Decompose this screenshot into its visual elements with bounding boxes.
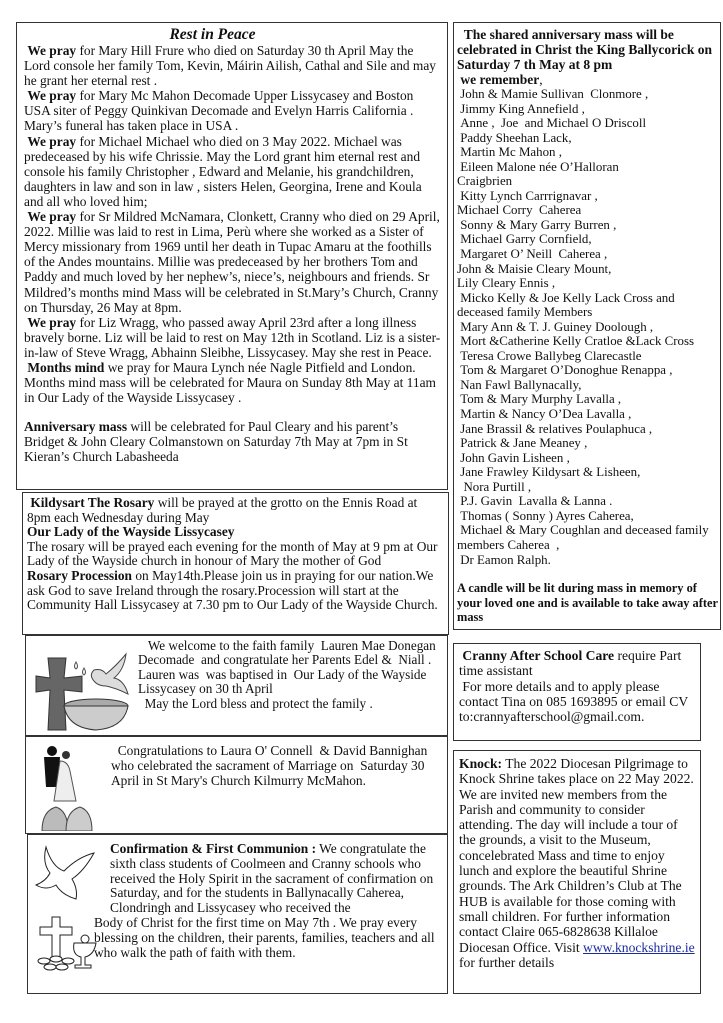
list-item: Eileen Malone née O’Halloran xyxy=(457,159,619,174)
obituary-paragraph: We pray for Mary Hill Frure who died on Saturday 30 th April May the Lord console her family Tom, Kevin, Máirin Ailish, Cathal and Sile and may he grant her eternal rest . xyxy=(24,43,436,89)
list-item: Teresa Crowe Ballybeg Clarecastle xyxy=(457,348,642,363)
wedding-image xyxy=(32,743,102,831)
we-remember-label: we remember, xyxy=(457,72,543,87)
wedding-text: Congratulations to Laura O' Connell & David Bannighan who celebrated the sacrament of Marriage on Saturday 30 April in St Mary's Church Kilmurry McMahon. xyxy=(111,743,431,788)
list-item: Michael Corry Caherea xyxy=(457,203,582,218)
list-item: Nan Fawl Ballynacally, xyxy=(457,377,582,392)
knockshrine-link[interactable]: www.knockshrine.ie xyxy=(583,939,695,955)
list-item: Anne , Joe and Michael O Driscoll xyxy=(457,116,647,131)
list-item: Michael & Mary Coughlan and deceased family members Caherea , xyxy=(457,523,712,552)
wayside-rosary: The rosary will be prayed each evening for the month of May at 9 pm at Our Lady of the Wayside church in honour of Mary the mother of God xyxy=(27,538,438,569)
cranny-details: For more details and to apply please contact Tina on 085 1693895 or email CV to:crannyafterschool@gmail.com. xyxy=(459,678,692,725)
list-item: Tom & Margaret O’Donoghue Renappa , xyxy=(457,363,673,378)
dove-icon xyxy=(36,847,94,899)
list-item: Patrick & Jane Meaney , xyxy=(457,436,588,451)
baptism-text: We welcome to the faith family Lauren Mae Donegan Decomade and congratulate her Parents Edel & Niall . Lauren was was baptised in Our Lady of the Wayside Lissycasey on 30 th April May the Lord bless and protect the family . xyxy=(138,638,440,711)
wayside-heading: Our Lady of the Wayside Lissycasey xyxy=(27,524,235,540)
cranny-after-school-section: Cranny After School Care require Part time assistant For more details and to apply please contact Tina on 085 1693895 or email CV to:crannyafterschool@gmail.com. xyxy=(453,643,701,741)
wedding-couple-icon xyxy=(44,746,76,801)
baptism-image xyxy=(34,644,134,732)
list-item: John Gavin Lisheen , xyxy=(457,450,570,465)
obituary-paragraph: We pray for Mary Mc Mahon Decomade Upper Lissycasey and Boston USA siter of Peggy Quinkivan Decomade and Evelyn Harris California . Mary’s funeral has taken place in USA . xyxy=(24,88,414,134)
list-item: Jane Brassil & relatives Poulaphuca , xyxy=(457,421,653,436)
list-item: Michael Garry Cornfield, xyxy=(457,232,592,247)
shared-anniversary-mass-section xyxy=(453,22,721,630)
list-item: Tom & Mary Murphy Lavalla , xyxy=(457,392,622,407)
list-item: Jane Frawley Kildysart & Lisheen, xyxy=(457,465,641,480)
candle-notice: A candle will be lit during mass in memory of your loved one and is available to take away after mass xyxy=(457,581,718,625)
dove-icon xyxy=(91,654,128,694)
confirmation-text: Confirmation & First Communion : We congratulate the sixth class students of Coolmeen and Cranny schools who received the Holy Spirit in the sacrament of confirmation on Saturday, and for the students in Ballynacally Caherea, Clondringh and Lissycasey who received the Body of Christ for the first time on May 7th . We pray every blessing on the children, their parents, families, teachers and all who walk the path of faith with them. xyxy=(94,841,435,960)
remembered-names-list xyxy=(457,87,718,567)
list-item: John & Mamie Sullivan Clonmore , xyxy=(457,87,649,101)
confirmation-image xyxy=(34,843,102,973)
kildysart-rosary: Kildysart The Rosary will be prayed at the grotto on the Ennis Road at 8pm each Wednesday during May xyxy=(27,495,418,525)
rest-in-peace-section xyxy=(16,22,448,490)
list-item: Kitty Lynch Carrrignavar , xyxy=(457,188,598,203)
obituary-paragraph: We pray for Michael Michael who died on 3 May 2022. Michael was predeceased by his wife Chrissie. May the Lord grant him eternal rest and console his family Christopher , Edward and Melanie, his grandchildren, daughters in law and son in law , sisters Helen, Georgina, Irene and Koula and all who loved him; xyxy=(24,133,422,209)
rosary-procession: Rosary Procession on May14th.Please join us in praying for our nation.We ask God to save Ireland through the rosary.Procession will start at the Community Hall Lissycasey at 7.30 pm to Our Lady of the Wayside Church. xyxy=(27,567,438,613)
list-item: Craigbrien xyxy=(457,174,513,189)
anniversary-heading: The shared anniversary mass will be celebrated in Christ the King Ballycorick on Saturday 7 th May at 8 pm xyxy=(457,27,716,72)
list-item: Mort &Catherine Kelly Cratloe &Lack Cross xyxy=(457,334,695,349)
list-item: Micko Kelly & Joe Kelly Lack Cross and deceased family Members xyxy=(457,290,678,320)
list-item: Jimmy King Annefield , xyxy=(457,101,585,116)
list-item: P.J. Gavin Lavalla & Lanna . xyxy=(457,494,613,509)
list-item: Martin Mc Mahon , xyxy=(457,145,562,160)
baptism-section xyxy=(25,635,448,736)
wedding-section xyxy=(25,736,448,834)
wedding-bells-icon xyxy=(42,807,92,831)
obituary-paragraph: Months mind we pray for Maura Lynch née Nagle Pitfield and London. Months mind mass will be celebrated for Maura on Sunday 8th May at 11am in Our Lady of the Wayside Lissycasey . xyxy=(24,359,436,406)
list-item: Dr Eamon Ralph. xyxy=(457,552,551,567)
list-item: Paddy Sheehan Lack, xyxy=(457,130,572,145)
list-item: Nora Purtill , xyxy=(457,479,532,494)
anniversary-mass-notice: Anniversary mass will be celebrated for Paul Cleary and his parent’s Bridget & John Cleary Colmanstown on Saturday 7th May at 7pm in St Kieran’s Church Labasheeda xyxy=(24,419,408,465)
obituary-paragraph: We pray for Sr Mildred McNamara, Clonkett, Cranny who died on 29 April, 2022. Millie was laid to rest in Lima, Perù where she worked as a Sister of Mercy missionary from 1969 until her death in Tupac Amaru at the foothills of the Andes mountains. Millie was predeceased by her brothers Tom and Paddy and much loved by her nephew’s, niece’s, neighbours and friends. Sr Mildred’s months mind Mass will be celebrated in St.Mary’s Church, Cranny on Thursday, 26 May at 8pm. xyxy=(24,209,440,315)
list-item: Thomas ( Sonny ) Ayres Caherea, xyxy=(457,508,634,523)
list-item: Mary Ann & T. J. Guiney Doolough , xyxy=(457,319,654,334)
rosary-section xyxy=(22,492,449,635)
list-item: Martin & Nancy O’Dea Lavalla , xyxy=(457,407,632,422)
baptismal-font-icon xyxy=(64,699,128,730)
list-item: John & Maisie Cleary Mount, xyxy=(457,261,612,276)
communion-chalice-icon xyxy=(38,917,96,970)
obituary-paragraph: We pray for Liz Wragg, who passed away April 23rd after a long illness bravely borne. Liz will be laid to rest on May 12th in Scotland. Liz is a sister-in-law of Steve Wragg, Abhainn Sleibhe, Lissycasey. May she rest in Peace. xyxy=(24,314,441,360)
list-item: Sonny & Mary Garry Burren , xyxy=(457,217,617,232)
list-item: Lily Cleary Ennis , xyxy=(457,276,556,291)
confirmation-section xyxy=(27,834,448,994)
rest-in-peace-title: Rest in Peace xyxy=(169,26,256,43)
knock-pilgrimage-section: Knock: The 2022 Diocesan Pilgrimage to Knock Shrine takes place on 22 May 2022. We are invited new members from the Parish and community to consider attending. The day will include a tour of the grounds, a visit to the Museum, concelebrated Mass and time to enjoy lunch and explore the beautiful Shrine grounds. The Ark Children’s Club at The HUB is available for those coming with small children. For further information contact Claire 065-6828638 Killaloe Diocesan Office. Visit www.knockshrine.ie for further details xyxy=(453,750,701,994)
list-item: Margaret O’ Neill Caherea , xyxy=(457,247,608,262)
